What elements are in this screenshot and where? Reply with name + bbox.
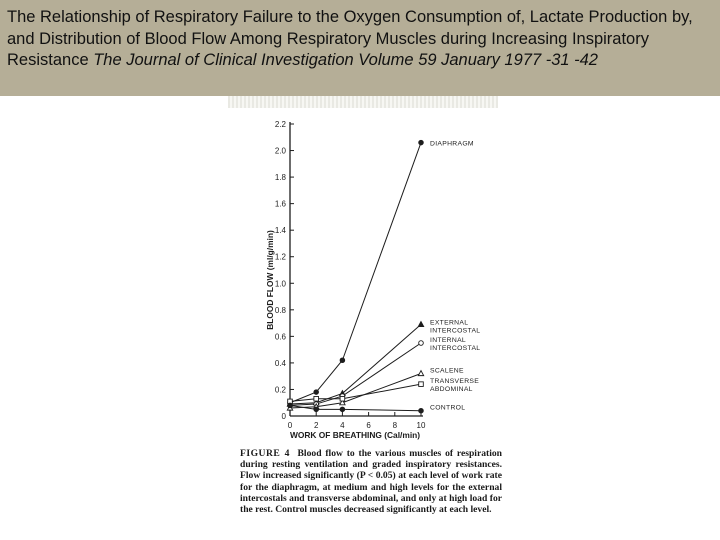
legend-label-internal-intercostal: INTERNAL bbox=[430, 337, 467, 344]
legend-label-internal-intercostal: INTERCOSTAL bbox=[430, 345, 481, 352]
y-tick-label: 1.6 bbox=[274, 199, 286, 209]
y-tick-label: 1.2 bbox=[274, 252, 286, 262]
legend-label-scalene: SCALENE bbox=[430, 367, 464, 375]
y-tick-label: 1.4 bbox=[274, 226, 286, 236]
x-tick-label: 0 bbox=[287, 421, 293, 430]
legend-label-transverse-abdominal: ABDOMINAL bbox=[430, 386, 473, 394]
point-diaphragm bbox=[340, 358, 345, 363]
y-tick-label: 0.2 bbox=[274, 385, 286, 395]
legend-label-control: CONTROL bbox=[430, 404, 466, 412]
series-line-control bbox=[290, 405, 421, 410]
x-tick-label: 10 bbox=[416, 421, 426, 430]
point-control bbox=[314, 407, 319, 412]
y-tick-label: 0.8 bbox=[274, 305, 286, 315]
legend-label-diaphragm: DIAPHRAGM bbox=[430, 140, 474, 148]
point-control bbox=[288, 403, 293, 408]
x-tick-label: 8 bbox=[392, 421, 398, 430]
x-tick-label: 6 bbox=[366, 421, 371, 430]
point-diaphragm bbox=[419, 140, 424, 145]
point-control bbox=[419, 408, 424, 413]
y-axis-label: BLOOD FLOW (ml/g/min) bbox=[265, 230, 275, 330]
y-tick-label: 0.6 bbox=[274, 332, 286, 342]
x-tick-label: 2 bbox=[313, 421, 319, 430]
slide-title: The Relationship of Respiratory Failure to the Oxygen Consumption of, Lactate Production by, and Distribution of Blood Flow Among Respiratory Muscles during Increasing Inspiratory Resistance bbox=[7, 8, 693, 69]
point-scalene bbox=[418, 371, 423, 376]
series-line-diaphragm bbox=[290, 143, 421, 403]
point-transverse-abdominal bbox=[340, 396, 345, 401]
y-tick-label: 0.4 bbox=[274, 358, 286, 368]
point-external-intercostal bbox=[418, 322, 423, 327]
x-axis-label: WORK OF BREATHING (Cal/min) bbox=[289, 430, 421, 440]
legend-label-transverse-abdominal: TRANSVERSE bbox=[430, 378, 480, 386]
legend-label-external-intercostal: EXTERNAL bbox=[430, 319, 469, 327]
journal-citation: The Journal of Clinical Investigation Volume 59 January 1977 -31 -42 bbox=[93, 51, 598, 69]
point-diaphragm bbox=[314, 390, 319, 395]
point-control bbox=[340, 407, 345, 412]
figure-caption bbox=[240, 448, 502, 515]
y-tick-label: 2.0 bbox=[274, 146, 286, 156]
point-transverse-abdominal bbox=[419, 382, 424, 387]
chart-legend-labels bbox=[430, 141, 480, 412]
point-internal-intercostal bbox=[419, 341, 424, 346]
chart-axes bbox=[265, 120, 426, 440]
x-tick-label: 4 bbox=[340, 421, 345, 430]
chart-markers bbox=[287, 140, 423, 413]
y-tick-label: 0 bbox=[281, 412, 286, 421]
figure-caption-label: FIGURE 4 bbox=[240, 448, 290, 459]
series-line-external-intercostal bbox=[290, 324, 421, 404]
figure-caption-text: Blood flow to the various muscles of respiration during resting ventilation and graded inspiratory resistances. Flow increased significantly (P < 0.05) at each level of work rate for the diaphragm, at medium and high levels for the external intercostals and transverse abdominal, and only at high load for the rest. Control muscles decreased significantly at each level. bbox=[240, 448, 502, 516]
y-tick-label: 1.0 bbox=[274, 279, 286, 289]
chart-series-lines bbox=[290, 143, 421, 411]
legend-label-external-intercostal: INTERCOSTAL bbox=[430, 327, 481, 335]
y-tick-label: 2.2 bbox=[274, 120, 286, 129]
point-transverse-abdominal bbox=[314, 396, 319, 401]
y-tick-label: 1.8 bbox=[274, 173, 286, 183]
